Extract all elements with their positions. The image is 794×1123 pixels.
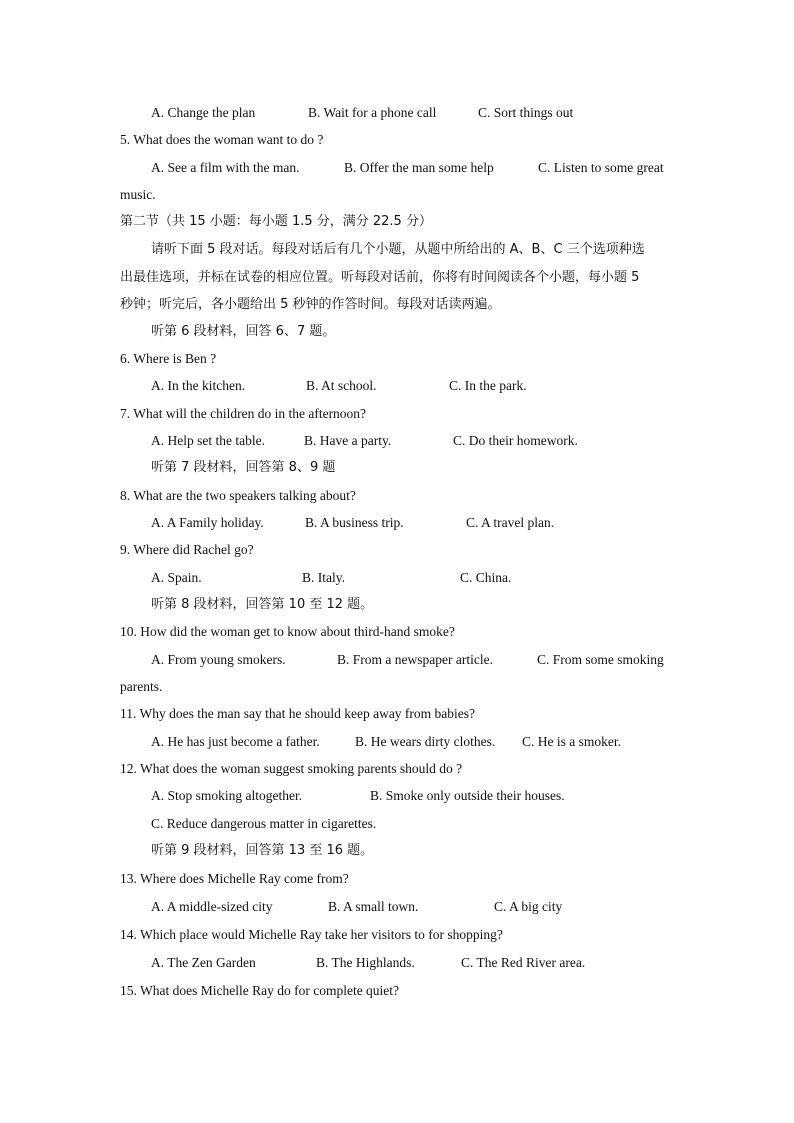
q11-option-c: C. He is a smoker.: [522, 734, 621, 749]
q8-option-c: C. A travel plan.: [466, 515, 555, 530]
q6-option-c: C. In the park.: [449, 378, 527, 393]
q11-option-a: A. He has just become a father.: [151, 734, 320, 749]
q13-question: 13. Where does Michelle Ray come from?: [120, 871, 349, 886]
q8-question: 8. What are the two speakers talking about?: [120, 488, 356, 503]
q10-option-c: C. From some smoking: [537, 652, 664, 667]
q5-option-c-continued: music.: [120, 187, 156, 202]
q5-option-b: B. Offer the man some help: [344, 160, 494, 175]
q9-option-a: A. Spain.: [151, 570, 202, 585]
q6-question: 6. Where is Ben ?: [120, 351, 217, 366]
q5-question: 5. What does the woman want to do ?: [120, 132, 324, 147]
q10-question: 10. How did the woman get to know about third-hand smoke?: [120, 624, 455, 639]
q10-option-a: A. From young smokers.: [151, 652, 286, 667]
q4-option-a: A. Change the plan: [151, 105, 256, 120]
instructions-line-3: 秒钟；听完后，各小题给出 5 秒钟的作答时间。每段对话读两遍。: [120, 297, 501, 312]
q7-option-b: B. Have a party.: [304, 433, 392, 448]
q13-option-a: A. A middle-sized city: [151, 899, 273, 914]
material-9-heading: 听第 9 段材料，回答第 13 至 16 题。: [151, 843, 374, 858]
q8-option-a: A. A Family holiday.: [151, 515, 264, 530]
q7-question: 7. What will the children do in the afternoon?: [120, 406, 367, 421]
instructions-line-1: 请听下面 5 段对话。每段对话后有几个小题，从题中所给出的 A、B、C 三个选项种选: [151, 242, 645, 257]
q14-option-b: B. The Highlands.: [316, 955, 415, 970]
q14-option-c: C. The Red River area.: [461, 955, 586, 970]
q7-option-a: A. Help set the table.: [151, 433, 265, 448]
q10-option-b: B. From a newspaper article.: [337, 652, 493, 667]
q12-question: 12. What does the woman suggest smoking parents should do ?: [120, 761, 463, 776]
q7-option-c: C. Do their homework.: [453, 433, 578, 448]
q12-option-a: A. Stop smoking altogether.: [151, 788, 303, 803]
material-6-heading: 听第 6 段材料，回答 6、7 题。: [151, 324, 336, 339]
q15-question: 15. What does Michelle Ray do for complete quiet?: [120, 983, 400, 998]
q6-option-b: B. At school.: [306, 378, 377, 393]
q5-option-a: A. See a film with the man.: [151, 160, 300, 175]
q6-option-a: A. In the kitchen.: [151, 378, 246, 393]
material-7-heading: 听第 7 段材料，回答第 8、9 题: [151, 460, 336, 475]
q14-question: 14. Which place would Michelle Ray take her visitors to for shopping?: [120, 927, 503, 942]
q13-option-c: C. A big city: [494, 899, 563, 914]
q11-option-b: B. He wears dirty clothes.: [355, 734, 496, 749]
q4-option-c: C. Sort things out: [478, 105, 574, 120]
q4-option-b: B. Wait for a phone call: [308, 105, 437, 120]
material-8-heading: 听第 8 段材料，回答第 10 至 12 题。: [151, 597, 374, 612]
instructions-line-2: 出最佳选项，并标在试卷的相应位置。听每段对话前，你将有时间阅读各个小题，每小题 5: [120, 270, 640, 285]
q12-option-b: B. Smoke only outside their houses.: [370, 788, 565, 803]
section-heading: 第二节（共 15 小题：每小题 1.5 分，满分 22.5 分）: [120, 214, 432, 229]
q9-option-c: C. China.: [460, 570, 512, 585]
q9-question: 9. Where did Rachel go?: [120, 542, 254, 557]
q12-option-c: C. Reduce dangerous matter in cigarettes.: [151, 816, 377, 831]
q11-question: 11. Why does the man say that he should keep away from babies?: [120, 706, 476, 721]
q14-option-a: A. The Zen Garden: [151, 955, 256, 970]
q8-option-b: B. A business trip.: [305, 515, 404, 530]
q5-option-c: C. Listen to some great: [538, 160, 664, 175]
q13-option-b: B. A small town.: [328, 899, 419, 914]
q10-option-c-continued: parents.: [120, 679, 163, 694]
q9-option-b: B. Italy.: [302, 570, 345, 585]
